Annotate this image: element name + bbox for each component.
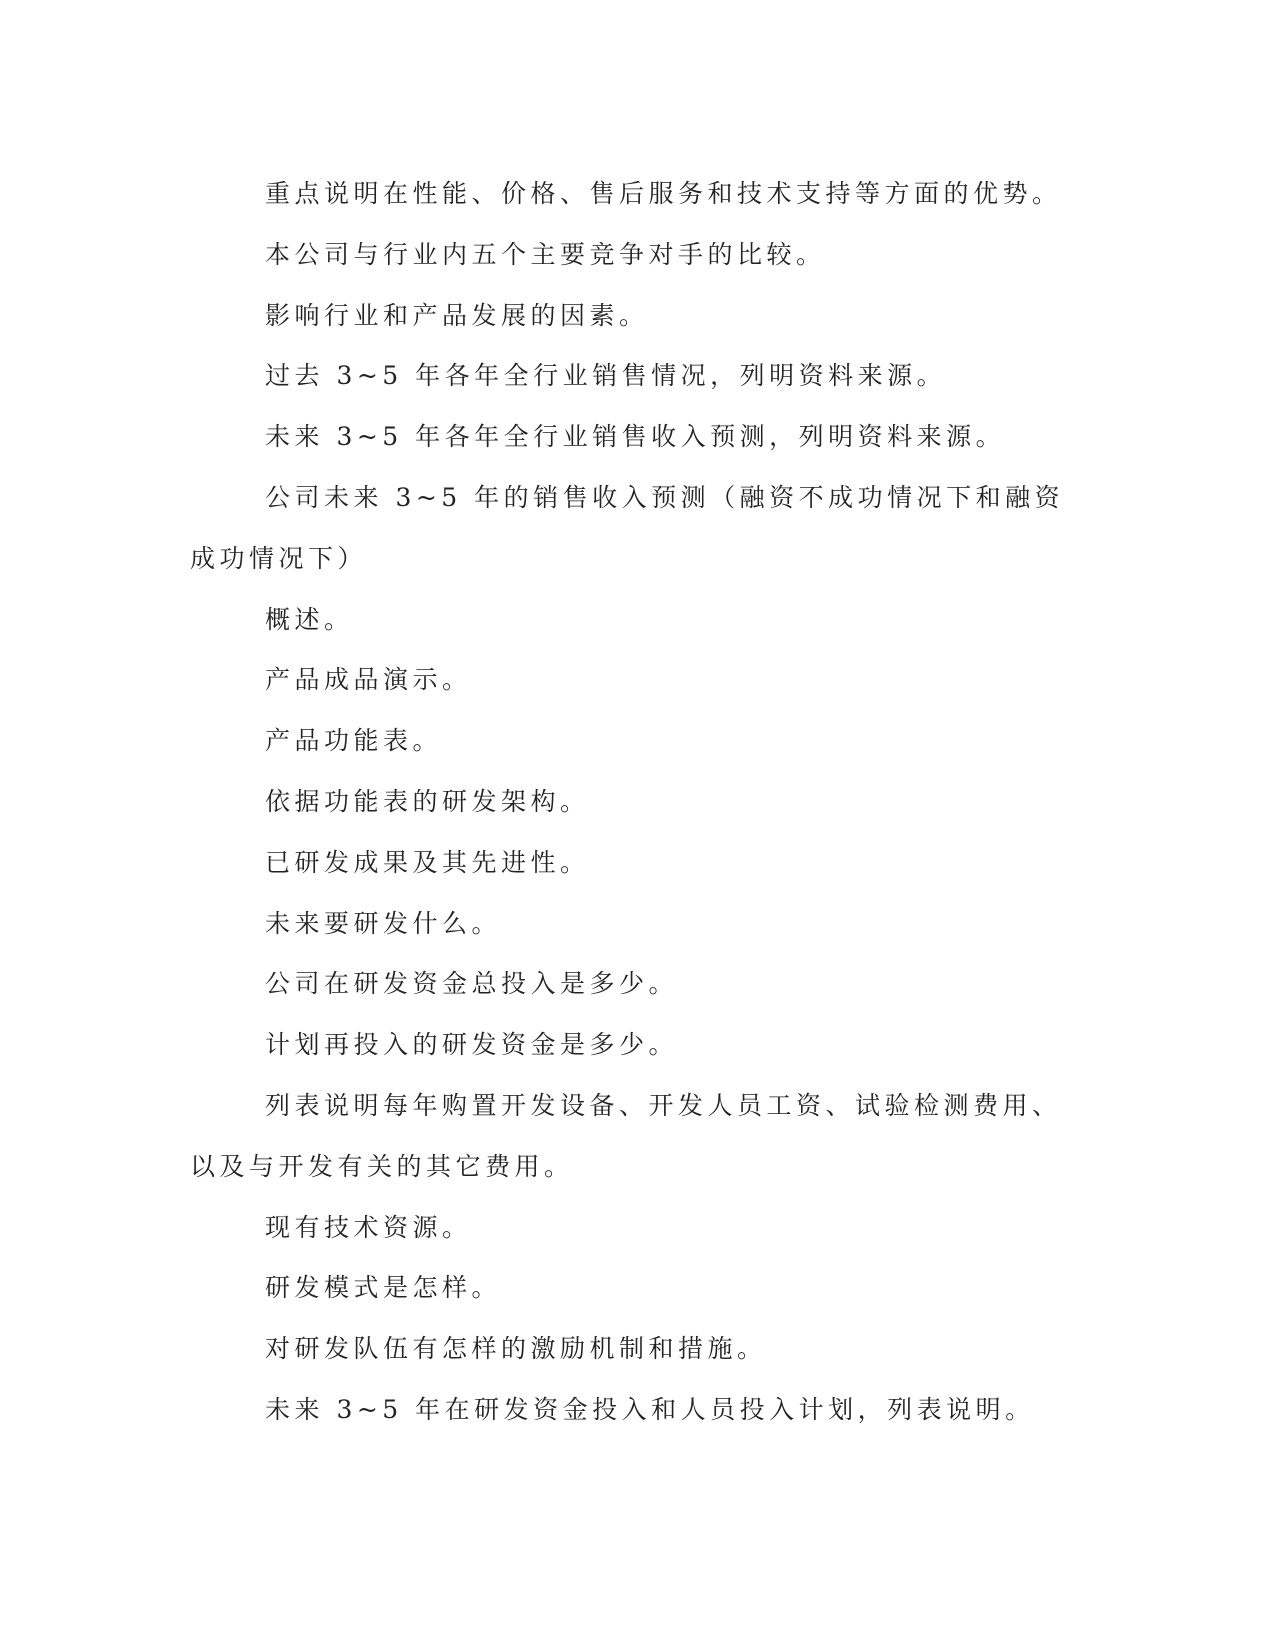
paragraph: 对研发队伍有怎样的激励机制和措施。 (265, 1334, 767, 1364)
paragraph: 依据功能表的研发架构。 (265, 786, 590, 816)
paragraph: 计划再投入的研发资金是多少。 (265, 1030, 679, 1060)
paragraph: 公司未来 3~5 年的销售收入预测（融资不成功情况下和融资成功情况下） (190, 482, 1065, 573)
paragraph: 未来 3~5 年各年全行业销售收入预测，列明资料来源。 (265, 422, 1006, 452)
paragraph: 概述。 (265, 604, 354, 634)
paragraph: 影响行业和产品发展的因素。 (265, 300, 649, 330)
paragraph: 已研发成果及其先进性。 (265, 847, 590, 877)
paragraph: 未来 3~5 年在研发资金投入和人员投入计划，列表说明。 (265, 1394, 1035, 1424)
paragraph: 产品功能表。 (265, 726, 443, 756)
document-body (190, 164, 1080, 1441)
paragraph: 公司在研发资金总投入是多少。 (265, 969, 679, 999)
paragraph: 列表说明每年购置开发设备、开发人员工资、试验检测费用、以及与开发有关的其它费用。 (190, 1090, 1062, 1181)
paragraph: 未来要研发什么。 (265, 908, 502, 938)
paragraph: 过去 3~5 年各年全行业销售情况，列明资料来源。 (265, 361, 947, 391)
paragraph: 产品成品演示。 (265, 665, 472, 695)
paragraph: 现有技术资源。 (265, 1212, 472, 1242)
paragraph: 研发模式是怎样。 (265, 1273, 502, 1303)
paragraph: 重点说明在性能、价格、售后服务和技术支持等方面的优势。 (265, 179, 1062, 208)
paragraph: 本公司与行业内五个主要竞争对手的比较。 (265, 239, 826, 269)
